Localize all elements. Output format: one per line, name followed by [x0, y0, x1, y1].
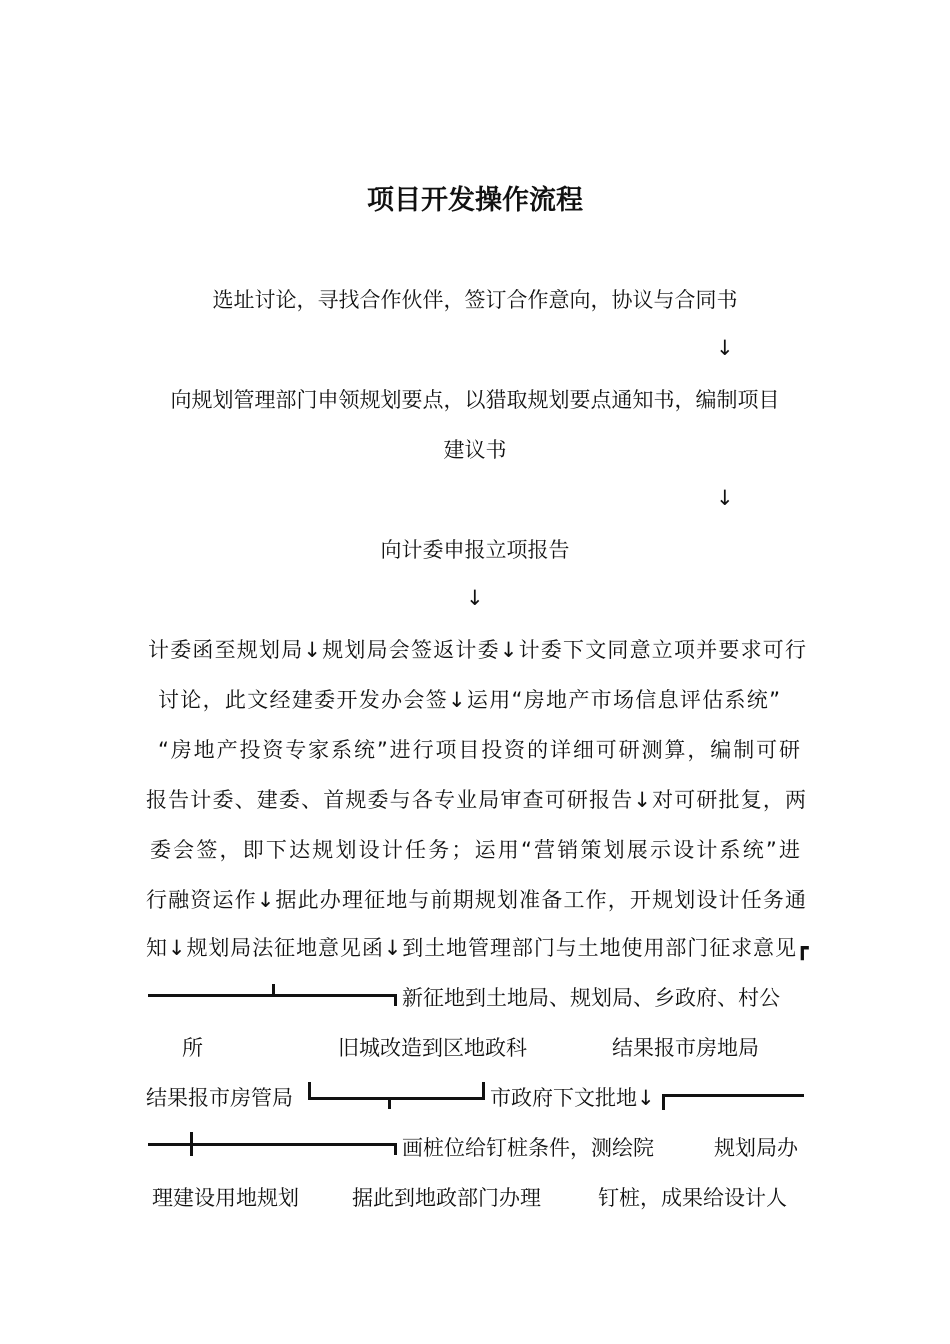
page-title: 项目开发操作流程	[367, 185, 583, 216]
branch-land-office: 据此到地政部门办理	[352, 1186, 541, 1210]
branch-result-housing: 结果报市房管局	[146, 1086, 293, 1110]
branch-land-planning: 理建设用地规划	[152, 1186, 299, 1210]
flow-step-site-selection: 选址讨论，寻找合作伙伴，签订合作意向，协议与合同书	[212, 288, 738, 312]
flow-connector-tick	[394, 1143, 397, 1155]
flow-connector-tick	[190, 1132, 193, 1156]
flow-step-planning-points: 向规划管理部门申领规划要点，以猎取规划要点通知书，编制项目	[170, 388, 780, 412]
down-arrow-icon: ↓	[716, 336, 734, 360]
branch-planning-bureau: 规划局办	[714, 1136, 798, 1160]
flow-connector-tick	[482, 1082, 485, 1100]
branch-stake-position: 画桩位给钉桩条件，测绘院	[402, 1136, 654, 1160]
branch-staking-result: 钉桩，成果给设计人	[598, 1186, 787, 1210]
flow-step-project-report: 向计委申报立项报告	[380, 538, 570, 562]
flow-connector-tick	[272, 984, 275, 996]
branch-old-city: 旧城改造到区地政科	[338, 1036, 527, 1060]
paragraph-line: 讨论，此文经建委开发办会签↓运用“房地产市场信息评估系统”	[158, 688, 780, 712]
branch-new-land: 新征地到土地局、规划局、乡政府、村公	[402, 986, 780, 1010]
paragraph-line: 知↓规划局法征地意见函↓到土地管理部门与土地使用部门征求意见	[146, 936, 796, 960]
branch-text: 所	[182, 1036, 203, 1060]
down-arrow-icon: ↓	[466, 586, 484, 610]
corner-bracket-icon: ┏	[796, 936, 809, 960]
branch-result-real-estate: 结果报市房地局	[612, 1036, 759, 1060]
flow-connector-line	[662, 1094, 804, 1097]
flow-connector-line	[308, 1097, 484, 1100]
flow-connector-tick	[394, 994, 397, 1006]
branch-government-approval: 市政府下文批地↓	[490, 1086, 655, 1110]
flow-connector-line	[148, 1143, 396, 1146]
paragraph-line: 委会签，即下达规划设计任务；运用“营销策划展示设计系统”进	[150, 838, 800, 862]
paragraph-line: 报告计委、建委、首规委与各专业局审查可研报告↓对可研批复，两	[146, 788, 806, 812]
flow-step-proposal: 建议书	[443, 438, 507, 462]
flow-connector-tick	[388, 1097, 391, 1109]
paragraph-line: 行融资运作↓据此办理征地与前期规划准备工作，开规划设计任务通	[146, 888, 806, 912]
paragraph-line: 计委函至规划局↓规划局会签返计委↓计委下文同意立项并要求可行	[148, 638, 806, 662]
paragraph-line: “房地产投资专家系统”进行项目投资的详细可研测算，编制可研	[158, 738, 800, 762]
down-arrow-icon: ↓	[716, 486, 734, 510]
